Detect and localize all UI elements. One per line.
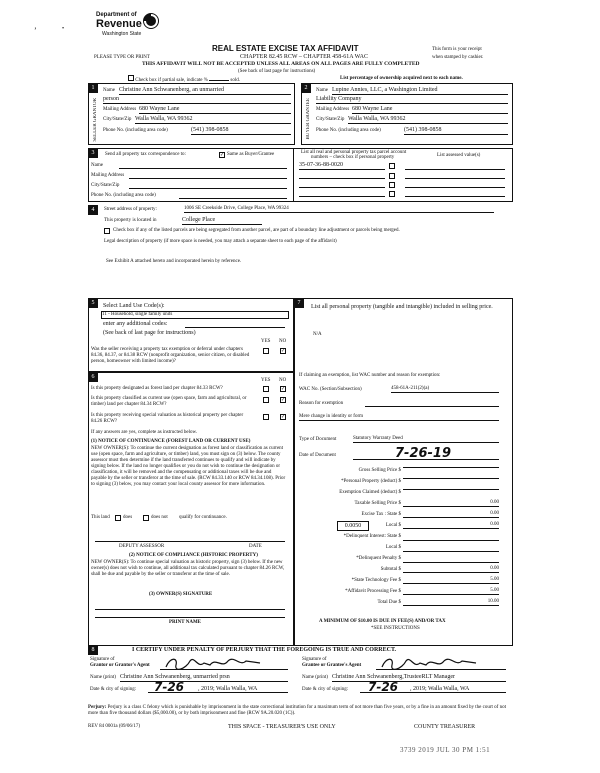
corr-mailing-field[interactable] [129,178,287,179]
claiming-label: If claiming an exemption, list WAC number and reason for exemption: [299,373,441,378]
doc-date-field[interactable]: 7-26-19 [395,446,452,461]
partial-sale-checkbox[interactable] [128,75,134,81]
parcel-checkbox-4[interactable] [389,191,395,197]
total-due-value[interactable]: 10.00 [403,599,499,606]
historic-yes-checkbox[interactable] [263,414,269,420]
total-due-label: Total Due $ [377,600,401,605]
row-2-label: Exemption Claimed (deduct) $ [339,490,401,495]
perjury-bold: Perjury: [88,705,107,710]
grantor-name-field[interactable]: Christine Ann Schwanenberg, unmarried prsn [120,674,288,682]
forest-question: Is this property designated as forest land per chapter 84.33 RCW? [91,386,223,391]
seller-city-label: City/State/Zip [103,117,132,122]
certification-section [88,645,511,705]
section-3-number: 3 [88,148,98,158]
assessed-field-2[interactable] [405,178,505,179]
receipt-note1: This form is your receipt [432,47,482,52]
buyer-mailing-field[interactable]: 680 Wayne Lane [352,106,508,114]
doc-date-label: Date of Document [299,453,336,458]
section-1-number: 1 [88,83,98,93]
segregated-checkbox[interactable] [104,228,110,234]
send-label: Send all property tax correspondence to: [105,152,186,157]
state-tech-value[interactable]: 5.00 [403,577,499,584]
grantee-name-field[interactable]: Christine Ann Schwanenberg,TrusteeRLT Manager [332,674,506,682]
section-8-number: 8 [88,645,98,655]
grantee-signature-scribble [380,655,480,671]
notice1-body: NEW OWNER(S): To continue the current designation as forest land or classification as current use (open space, farm and agriculture, or timber) land, you must sign on (3) below. The county assessor must then determine if the land transferred continues to qualify and will indicate by signing below. If the land no longer qualifies or you do not wish to continue the designation or classification, it will be removed and the compensating or additional taxes will be due and payable by the seller or transferor at the time of sale. (RCW 84.33.140 or RCW 84.34.108). Prior to signing (3) below, you may contact your local county assessor for more information. [91,446,286,487]
warning-line: THIS AFFIDAVIT WILL NOT BE ACCEPTED UNLESS ALL AREAS ON ALL PAGES ARE FULLY COMPLETED [142,61,420,67]
parcel-checkbox-2[interactable] [389,173,395,179]
reason-label: Reason for exemption [299,401,344,406]
print-name-label: PRINT NAME [169,620,201,625]
see-instructions: *SEE INSTRUCTIONS [371,626,420,631]
logo-line2: Revenue [96,18,142,30]
buyer-name-field-2[interactable]: Liability Company [316,96,508,104]
doc-type-field[interactable]: Statutory Warranty Deed [353,436,499,443]
doc-type-label: Type of Document [299,437,337,442]
assessed-field-4[interactable] [405,196,505,197]
buyer-city-field[interactable]: Walla Walla, WA 99362 [348,116,508,124]
treasurer-stamp: 3739 2019 JUL 30 PM 1:51 [400,746,491,754]
buyer-name-field[interactable]: Lupine Annies, LLC, a Washington Limited [332,87,508,95]
does-checkbox[interactable] [115,515,121,521]
seller-city-field[interactable]: Walla Walla, WA 99362 [135,116,291,124]
reason-line [365,406,499,407]
section8-top-rule [88,645,511,646]
seller-mailing-field[interactable]: 680 Wayne Lane [139,106,291,114]
forest-land-section [88,372,294,646]
if-yes-text: If any answers are yes, complete as instructed below. [91,430,198,435]
deputy-label: DEPUTY ASSESSOR [119,544,165,549]
row-1-value[interactable] [403,478,499,479]
parcel-field-2[interactable] [299,178,385,179]
delinquent-penalty-label: *Delinquent Penalty $ [356,556,401,561]
additional-codes-field[interactable] [185,327,285,328]
additional-codes-label: enter any additional codes: [103,321,168,327]
grantee-date-rest: , 2019; Walla Walla, WA [410,686,470,692]
historic-no-checkbox[interactable]: ✓ [281,415,286,420]
notice1-title: (1) NOTICE OF CONTINUANCE (FOREST LAND OR CURRENT USE) [91,439,251,444]
row-0-label: Gross Selling Price $ [358,468,401,473]
row-2-value[interactable] [403,489,499,490]
seller-mailing-label: Mailing Address [103,107,137,112]
please-type: PLEASE TYPE OR PRINT [94,55,150,60]
subtotal-value[interactable]: 0.00 [403,566,499,573]
assessed-header: List assessed value(s) [437,153,481,158]
wac-label: WAC No. (Section/Subsection) [299,387,362,392]
list-percentage: List percentage of ownership acquired next to each name. [340,76,463,81]
property-section [88,204,511,274]
see-back-5: (See back of last page for instructions) [103,330,196,336]
dor-logo [96,10,166,50]
grantor-date-rest: , 2019; Walla Walla, WA [198,686,258,692]
delinquent-interest-field[interactable] [403,540,499,541]
section-5-number: 5 [88,298,98,308]
buyer-mailing-label: Mailing Address [316,107,350,112]
buyer-city-label: City/State/Zip [316,117,345,122]
seller-name-label: Name [103,88,115,93]
logo-line1: Department of [96,12,137,18]
form-subtitle: CHAPTER 82.45 RCW – CHAPTER 458-61A WAC [240,54,368,60]
land-use-select[interactable]: 11 - Household, single family units [101,311,289,319]
parcel-header2: numbers – check box if personal property [311,155,395,160]
located-label: This property is located in [104,218,157,223]
row-1-label: *Personal Property (deduct) $ [341,479,401,484]
grantor-signature-scribble [164,655,264,671]
corner-dot: • [62,26,65,32]
notice2-body: NEW OWNER(S): To continue special valuation as historic property, sign (3) below. If the new owner(s) does not wish to continue, all additional tax calculated pursuant to chapter 84.26 RCW, shall be due and payable by the seller or transferor at the time of sale. [91,560,285,577]
exemption-no-checkbox[interactable]: ✓ [281,349,286,354]
grantee-date-label: Date & city of signing: [302,687,349,692]
grantor-name-label: Name (print) [90,675,116,680]
logo-line3: Washington State [102,31,142,37]
certify-text: I CERTIFY UNDER PENALTY OF PERJURY THAT THE FOREGOING IS TRUE AND CORRECT. [132,647,397,653]
tax-calc-section [294,298,513,646]
perjury-text [88,705,511,717]
form-number: REV 84 0001a (09/06/17) [88,724,140,729]
see-back-note: (See back of last page for instructions) [238,69,316,74]
row-0-value[interactable] [403,467,499,468]
reason-field[interactable]: Mere change in identity or form [299,414,499,421]
current-use-yes-checkbox[interactable] [263,397,269,403]
legal-label: Legal description of property (if more space is needed, you may attach a separate sheet to each page of the affidavit) [104,239,337,244]
wac-field[interactable]: 458-61A-211(2)(a) [391,386,499,393]
seller-name-field[interactable]: Christine Ann Schwanenberg, an unmarried [119,87,291,95]
does-not-checkbox[interactable] [143,515,149,521]
form-title: REAL ESTATE EXCISE TAX AFFIDAVIT [212,44,359,53]
row-3-value[interactable]: 0.00 [403,500,499,507]
historic-question: Is this property receiving special valuation as historical property per chapter 84.26 RCW? [91,413,244,424]
this-land-label: This land [91,515,110,520]
current-use-no-checkbox[interactable]: ✓ [281,398,286,403]
section-7-number: 7 [294,298,304,308]
grantee-name-label: Name (print) [302,675,328,680]
grantor-date-label: Date & city of signing: [90,687,137,692]
affidavit-fee-value[interactable]: 5.00 [403,588,499,595]
corr-phone-label: Phone No. (including area code) [91,193,156,198]
corr-mailing-label: Mailing Address [91,173,125,178]
parcel-field-3[interactable] [299,187,385,188]
buyer-side-label: BUYER GRANTEE [306,98,311,140]
buyer-name-label: Name [316,88,328,93]
delinquent-interest-label: *Delinquent Interest: State $ [343,534,401,539]
minimum-note: A MINIMUM OF $10.00 IS DUE IN FEE(S) AND/OR TAX [319,619,446,624]
parcel-checkbox-1[interactable] [389,163,395,169]
seller-section [88,83,295,145]
receipt-note2: when stamped by cashier. [432,55,484,60]
seller-side-label: SELLER GRANTOR [93,98,98,142]
correspondence-section [88,148,513,202]
does-label: does [123,515,133,520]
same-as-checkbox[interactable]: ✓ [220,153,225,158]
street-label: Street address of property: [104,207,157,212]
section3-divider [293,149,294,201]
corr-name-field[interactable] [119,168,287,169]
same-as-label: Same as Buyer/Grantee [227,152,275,157]
row-3-label: Taxable Selling Price $ [354,501,401,506]
yes-5-header: YES [261,339,271,344]
affidavit-fee-label: *Affidavit Processing Fee $ [345,589,401,594]
current-use-question: Is this property classified as current use (open space, farm and agricultural, or timber) land per chapter 84.34 RCW? [91,396,247,407]
grantee-sig-label2: Grantee or Grantee's Agent [302,663,362,668]
exhibit-text: See Exhibit A attached hereto and incorporated herein by reference. [106,259,242,264]
local2-field[interactable] [403,551,499,552]
seller-name-field-2[interactable]: person [103,96,291,104]
segregated-label: Check box if any of the listed parcels are being segregated from another parcel, are part of a boundary line adjustment or parcels being merged. [113,228,400,233]
personal-prop-label: List all personal property (tangible and intangible) included in selling price. [311,304,493,310]
corr-city-label: City/State/Zip [91,183,120,188]
parcel-header1: List all real and personal property tax parcel account [301,150,407,155]
section-2-number: 2 [301,83,311,93]
corr-phone-field[interactable] [179,198,287,199]
owner-sig-line-1[interactable] [95,609,285,610]
grantee-sig-label1: Signature of [302,657,327,662]
grantor-sig-label2: Grantor or Grantor's Agent [90,663,150,668]
buyer-phone-field[interactable]: (541) 398-0858 [404,127,508,135]
seller-phone-field[interactable]: (541) 398-0858 [191,127,291,135]
treasurer-only-label: THIS SPACE - TREASURER'S USE ONLY [228,724,336,730]
qualify-label: qualify for continuance. [179,515,227,520]
does-not-label: does not [151,515,168,520]
row-4-label: Excise Tax : State $ [361,512,401,517]
grantor-sig-label1: Signature of [90,657,115,662]
owner-sig-line-2[interactable] [95,617,285,618]
buyer-phone-label: Phone No. (including area code) [316,128,381,133]
parcel-field-1[interactable]: 35-07-36-88-0020 [299,162,385,170]
section-6-number: 6 [88,372,98,382]
deputy-line[interactable] [95,541,285,542]
date-label: DATE [249,544,262,549]
assessed-field-1[interactable] [405,169,505,170]
corner-mark: ʼ [34,26,37,35]
forest-no-checkbox[interactable]: ✓ [281,387,286,392]
partial-sale-label: Check box if partial sale, indicate % [135,78,208,83]
row-4-value[interactable]: 0.00 [403,511,499,518]
corr-name-label: Name [91,163,103,168]
street-field[interactable]: 1006 SE Creekside Drive, College Place, WA 99324 [184,206,494,213]
personal-prop-value[interactable]: N/A [313,332,322,337]
grantee-date-hand[interactable]: 7-26 [368,680,399,694]
logo-swirl-icon [142,12,160,30]
grantor-date-hand[interactable]: 7-26 [154,680,185,694]
select-land-use-label: Select Land Use Code(s): [103,303,165,309]
section-4-number: 4 [88,205,98,215]
perjury-body: Perjury is a class C felony which is punishable by imprisonment in the state correctional institution for a maximum term of not more than five years, or by a fine in an amount fixed by the court of not more than five thousand dollars ($5,000.00), or by both imprisonment and fine (RCW 9A.20.020 (1C)). [88,705,506,716]
delinquent-penalty-field[interactable] [403,562,499,563]
forest-yes-checkbox[interactable] [263,386,269,392]
exemption-question: Was the seller receiving a property tax exemption or deferral under chapters 84.36, 84.37, or 84.38 RCW (nonprofit organization, senior citizen, or disabled person, homeowner with limited income)? [91,347,250,364]
buyer-section [301,83,513,145]
exemption-yes-checkbox[interactable] [263,348,269,354]
land-use-section [88,298,294,372]
yes-6-header: YES [261,378,271,383]
seller-phone-label: Phone No. (including area code) [103,128,168,133]
local-label: Local $ [385,523,401,528]
county-treasurer-label: COUNTY TREASURER [414,724,476,730]
owner-sig-label: (3) OWNER(S) SIGNATURE [149,592,213,597]
no-5-header: NO [279,339,287,344]
local-rate-field[interactable]: 0.0050 [337,521,369,531]
local-value[interactable]: 0.00 [403,522,499,529]
state-tech-label: *State Technology Fee $ [351,578,401,583]
corr-city-field[interactable] [129,188,287,189]
parcel-field-4[interactable] [299,196,385,197]
notice2-title: (2) NOTICE OF COMPLIANCE (HISTORIC PROPERTY) [129,553,258,558]
parcel-checkbox-3[interactable] [389,182,395,188]
subtotal-label: Subtotal $ [380,567,401,572]
located-field[interactable]: College Place [182,217,262,225]
assessed-field-3[interactable] [405,187,505,188]
local2-label: Local $ [385,545,401,550]
sold-label: sold. [230,78,240,83]
no-6-header: NO [279,378,287,383]
